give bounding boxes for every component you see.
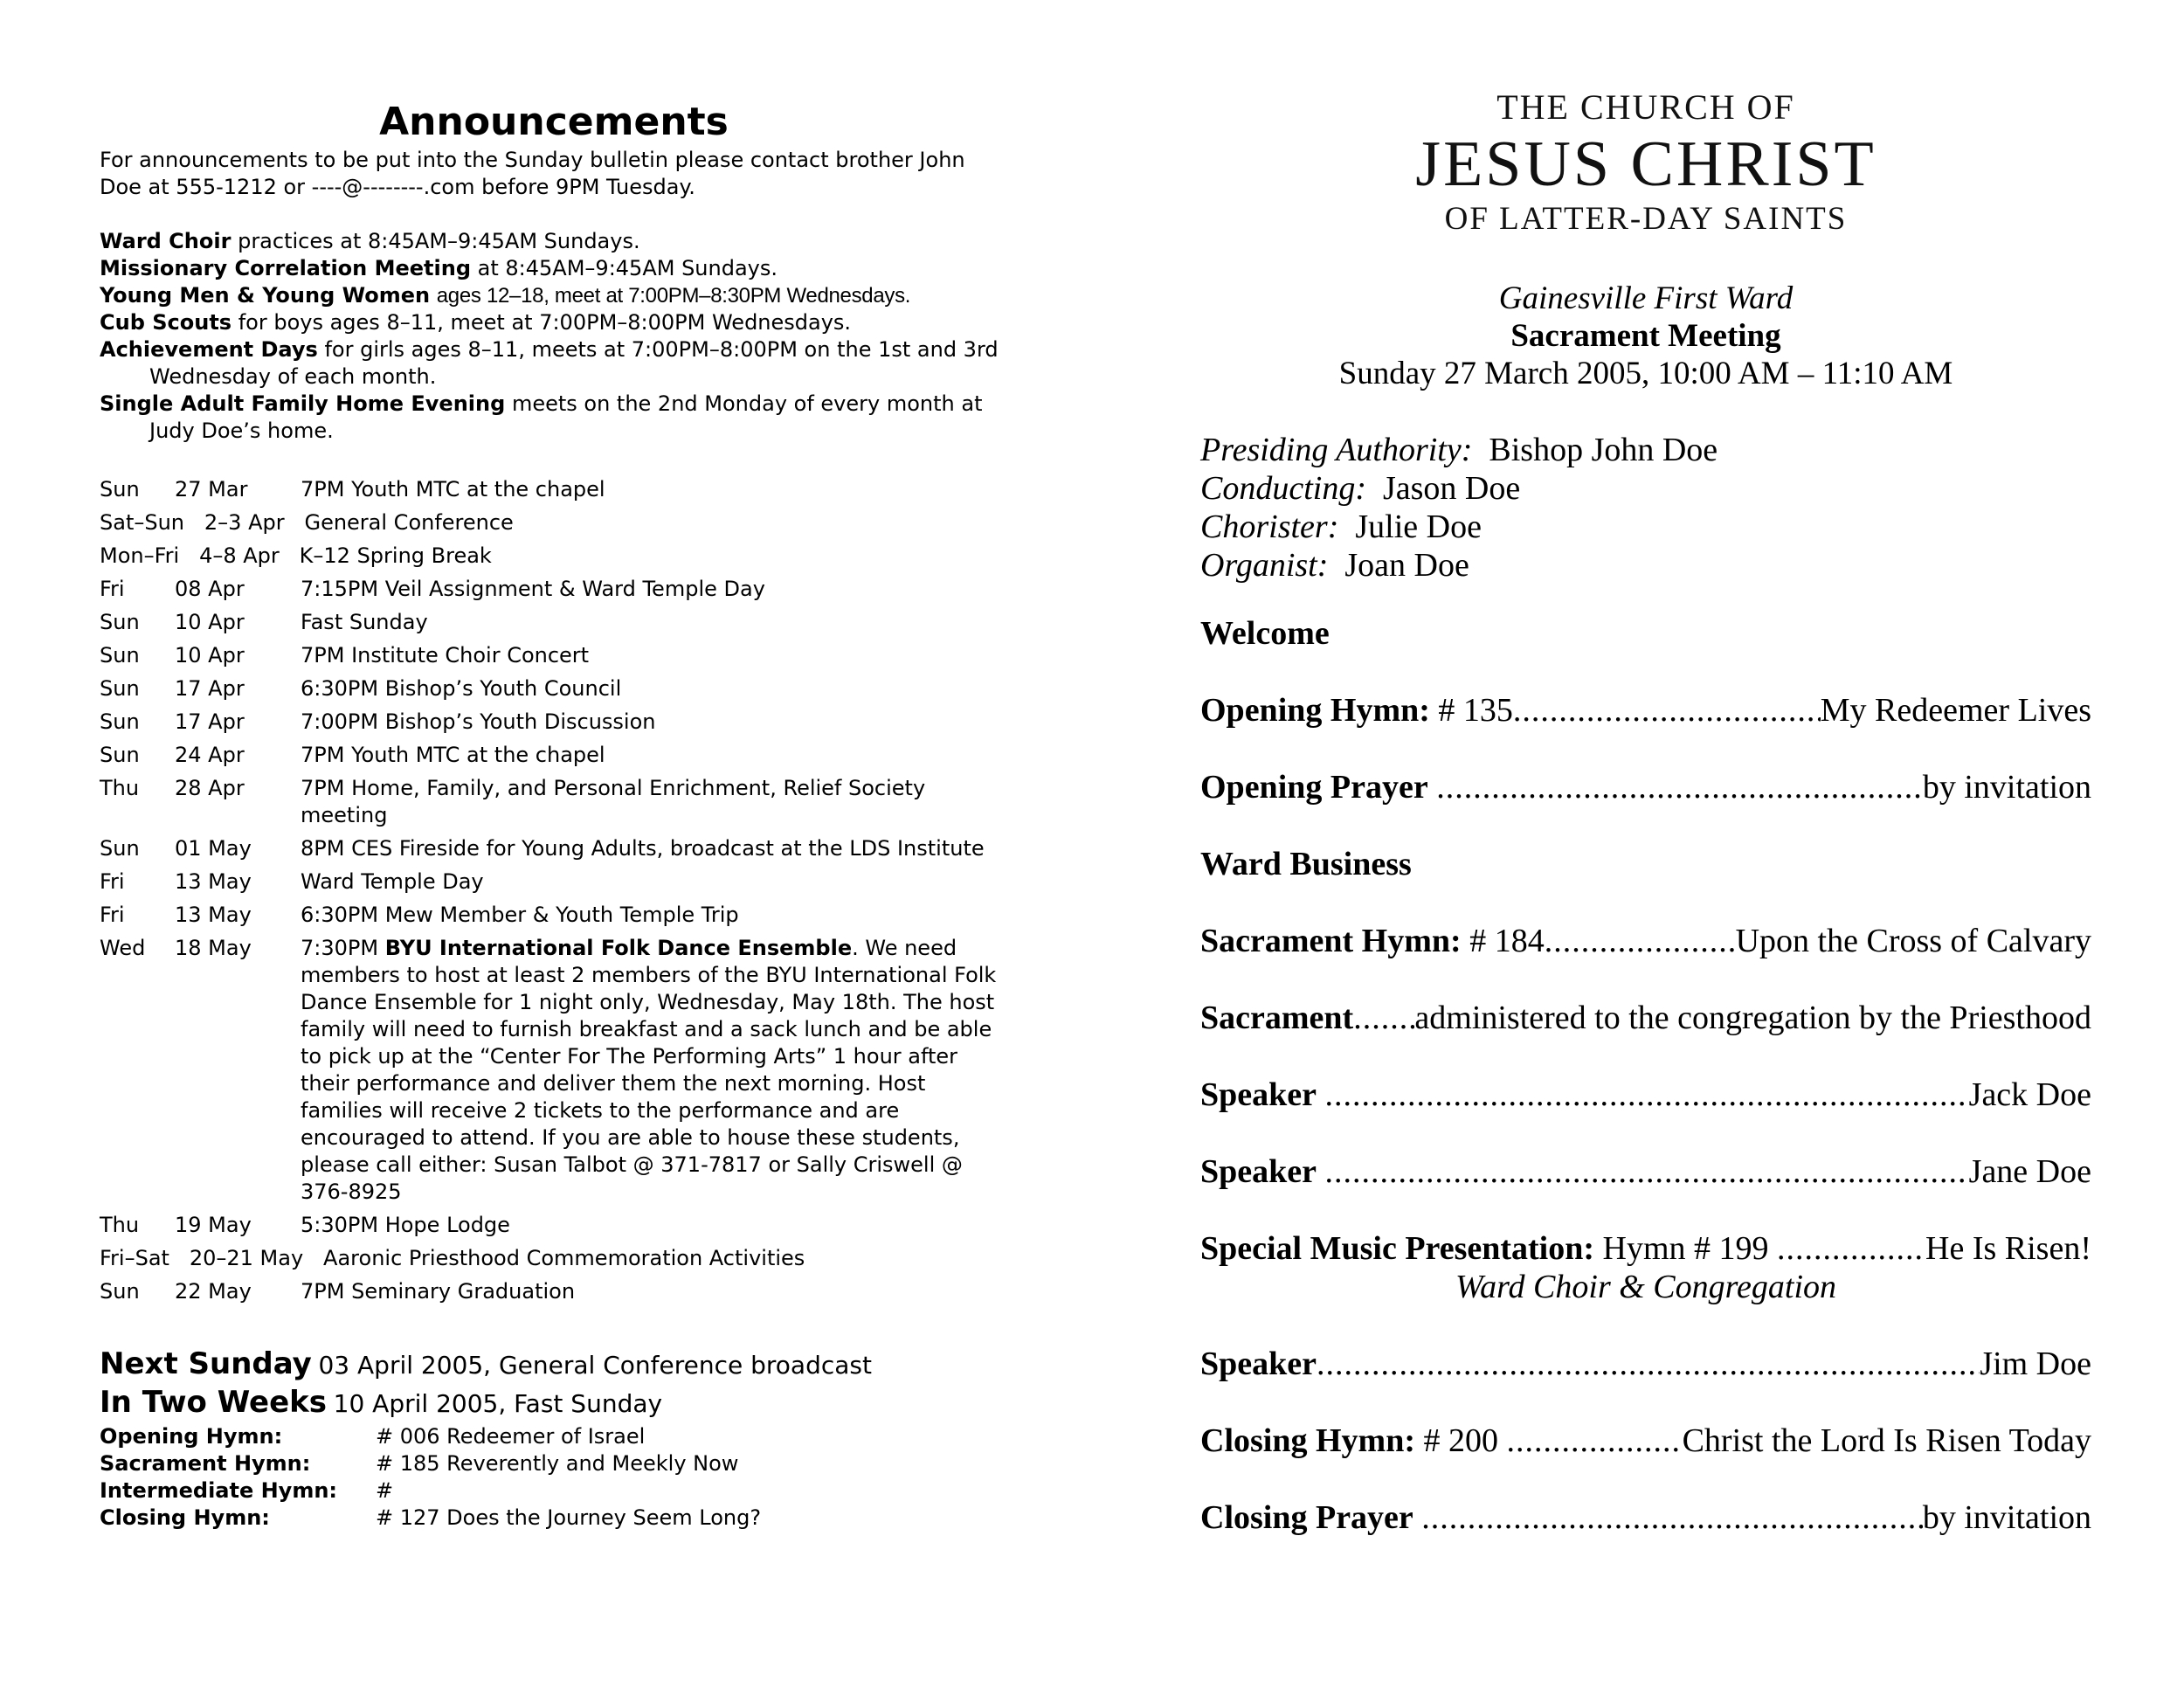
program-opening-prayer: Opening Prayer ..... by invitation: [1200, 768, 2091, 845]
calendar-event: Mon–Fri 4–8 Apr K–12 Spring Break: [100, 543, 492, 568]
program-sacrament: Sacrament ..... administered to the congregation by the Priesthood: [1200, 999, 2091, 1076]
program-speaker: Speaker ..... Jack Doe: [1200, 1076, 2091, 1152]
activity-item: Cub Scouts for boys ages 8–11, meet at 7:00PM–8:00PM Wednesdays.: [100, 310, 852, 335]
activity-item: Single Adult Family Home Evening meets on the 2nd Monday of every month at Judy Doe’s home.: [100, 391, 983, 443]
activity-item: Ward Choir practices at 8:45AM–9:45AM Sundays.: [100, 229, 640, 253]
announcements-page: [100, 98, 1008, 1532]
calendar-event: Fri 13 May 6:30PM Mew Member & Youth Temple Trip: [100, 903, 739, 927]
calendar-event: Thu 19 May 5:30PM Hope Lodge: [100, 1213, 510, 1237]
calendar-event: Sun 01 May 8PM CES Fireside for Young Adults, broadcast at the LDS Institute: [100, 836, 985, 861]
program-page: [1200, 86, 2091, 1575]
program-order: [1200, 614, 2091, 1575]
calendar-event: Fri–Sat 20–21 May Aaronic Priesthood Commemoration Activities: [100, 1246, 805, 1270]
activity-item: Achievement Days for girls ages 8–11, meets at 7:00PM–8:00PM on the 1st and 3rd Wednesday of each month.: [100, 337, 999, 389]
calendar-event: Fri 13 May Ward Temple Day: [100, 869, 484, 894]
program-speaker: Speaker ..... Jim Doe: [1200, 1345, 2091, 1422]
in-two-weeks: In Two Weeks 10 April 2005, Fast Sunday: [100, 1385, 663, 1420]
ward-name: Gainesville First Ward: [1498, 280, 1794, 316]
activity-item: Missionary Correlation Meeting at 8:45AM–9:45AM Sundays.: [100, 256, 778, 280]
special-music-performers: Ward Choir & Congregation: [1455, 1269, 1836, 1305]
calendar-event: Sun 17 Apr 6:30PM Bishop’s Youth Council: [100, 676, 622, 701]
calendar-event: Sun 10 Apr Fast Sunday: [100, 610, 428, 634]
program-special-music: Special Music Presentation: Hymn # 199 ..... He Is Risen! Ward Choir & Congregation: [1200, 1229, 2091, 1345]
official-row: Organist: Joan Doe: [1200, 547, 1469, 584]
program-ward-business: Ward Business: [1200, 846, 1412, 882]
calendar-event: Sun 22 May 7PM Seminary Graduation: [100, 1279, 576, 1304]
calendar-event: Wed 18 May 7:30PM BYU International Folk Dance Ensemble. We need members to host at least 2 members of the BYU International Folk Dance Ensemble for 1 night only, Wednesday, May 18th. The host family will need to furnish breakfast and a sack lunch and be able to pick up at the “Center For The Performing Arts” 1 hour after their performance and deliver them the next morning. Host families will receive 2 tickets to the performance and are encouraged to attend. If you are able to house these students, please call either: Susan Talbot @ 371-7817 or Sally Criswell @ 376-8925: [100, 936, 997, 1204]
program-closing-prayer: Closing Prayer ..... by invitation: [1200, 1498, 2091, 1575]
program-closing-hymn: Closing Hymn: # 200 ..... Christ the Lord Is Risen Today: [1200, 1422, 2091, 1498]
upcoming-hymn-row: Closing Hymn: # 127 Does the Journey Seem Long?: [100, 1505, 762, 1530]
announcements-title: Announcements: [379, 100, 729, 144]
calendar-event: Sun 17 Apr 7:00PM Bishop’s Youth Discussion: [100, 709, 656, 734]
calendar-event: Sun 24 Apr 7PM Youth MTC at the chapel: [100, 743, 605, 767]
program-welcome: Welcome: [1200, 615, 1330, 652]
calendar-event: Sat–Sun 2–3 Apr General Conference: [100, 510, 514, 535]
meeting-title: Sacrament Meeting: [1510, 318, 1781, 354]
calendar-list: [100, 476, 1008, 1311]
activity-item: Young Men & Young Women ages 12–18, meet at 7:00PM–8:30PM Wednesdays.: [100, 283, 911, 308]
calendar-event: Fri 08 Apr 7:15PM Veil Assignment & Ward Temple Day: [100, 577, 765, 601]
upcoming-section: [100, 1346, 1008, 1532]
meeting-datetime: Sunday 27 March 2005, 10:00 AM – 11:10 AM: [1338, 356, 1953, 391]
folk-dance-ensemble-name: BYU International Folk Dance Ensemble: [384, 936, 853, 960]
officials-list: [1200, 431, 2091, 585]
program-opening-hymn: Opening Hymn: # 135 ..... My Redeemer Lives: [1200, 691, 2091, 768]
upcoming-hymn-row: Intermediate Hymn: #: [100, 1478, 394, 1503]
calendar-event: Sun 27 Mar 7PM Youth MTC at the chapel: [100, 477, 605, 502]
official-row: Presiding Authority: Bishop John Doe: [1200, 432, 1718, 468]
program-speaker: Speaker ..... Jane Doe: [1200, 1152, 2091, 1229]
official-row: Chorister: Julie Doe: [1200, 508, 1482, 545]
upcoming-hymn-row: Sacrament Hymn: # 185 Reverently and Meekly Now: [100, 1451, 739, 1476]
official-row: Conducting: Jason Doe: [1200, 470, 1521, 507]
next-sunday: Next Sunday 03 April 2005, General Conference broadcast: [100, 1346, 872, 1381]
calendar-event: Sun 10 Apr 7PM Institute Choir Concert: [100, 643, 590, 668]
meeting-header: [1200, 280, 2091, 392]
calendar-event: Thu 28 Apr 7PM Home, Family, and Personal Enrichment, Relief Society meeting: [100, 776, 926, 827]
activities-list: [100, 228, 1008, 445]
program-sacrament-hymn: Sacrament Hymn: # 184 ..... Upon the Cross of Calvary: [1200, 922, 2091, 999]
announcements-intro: For announcements to be put into the Sunday bulletin please contact brother John Doe at 555-1212 or ----@--------.com before 9PM Tuesday.: [100, 148, 965, 199]
church-logo: THE CHURCH OF JESUS CHRIST OF LATTER-DAY SAINTS: [1415, 87, 1876, 237]
upcoming-hymn-row: Opening Hymn: # 006 Redeemer of Israel: [100, 1424, 646, 1449]
